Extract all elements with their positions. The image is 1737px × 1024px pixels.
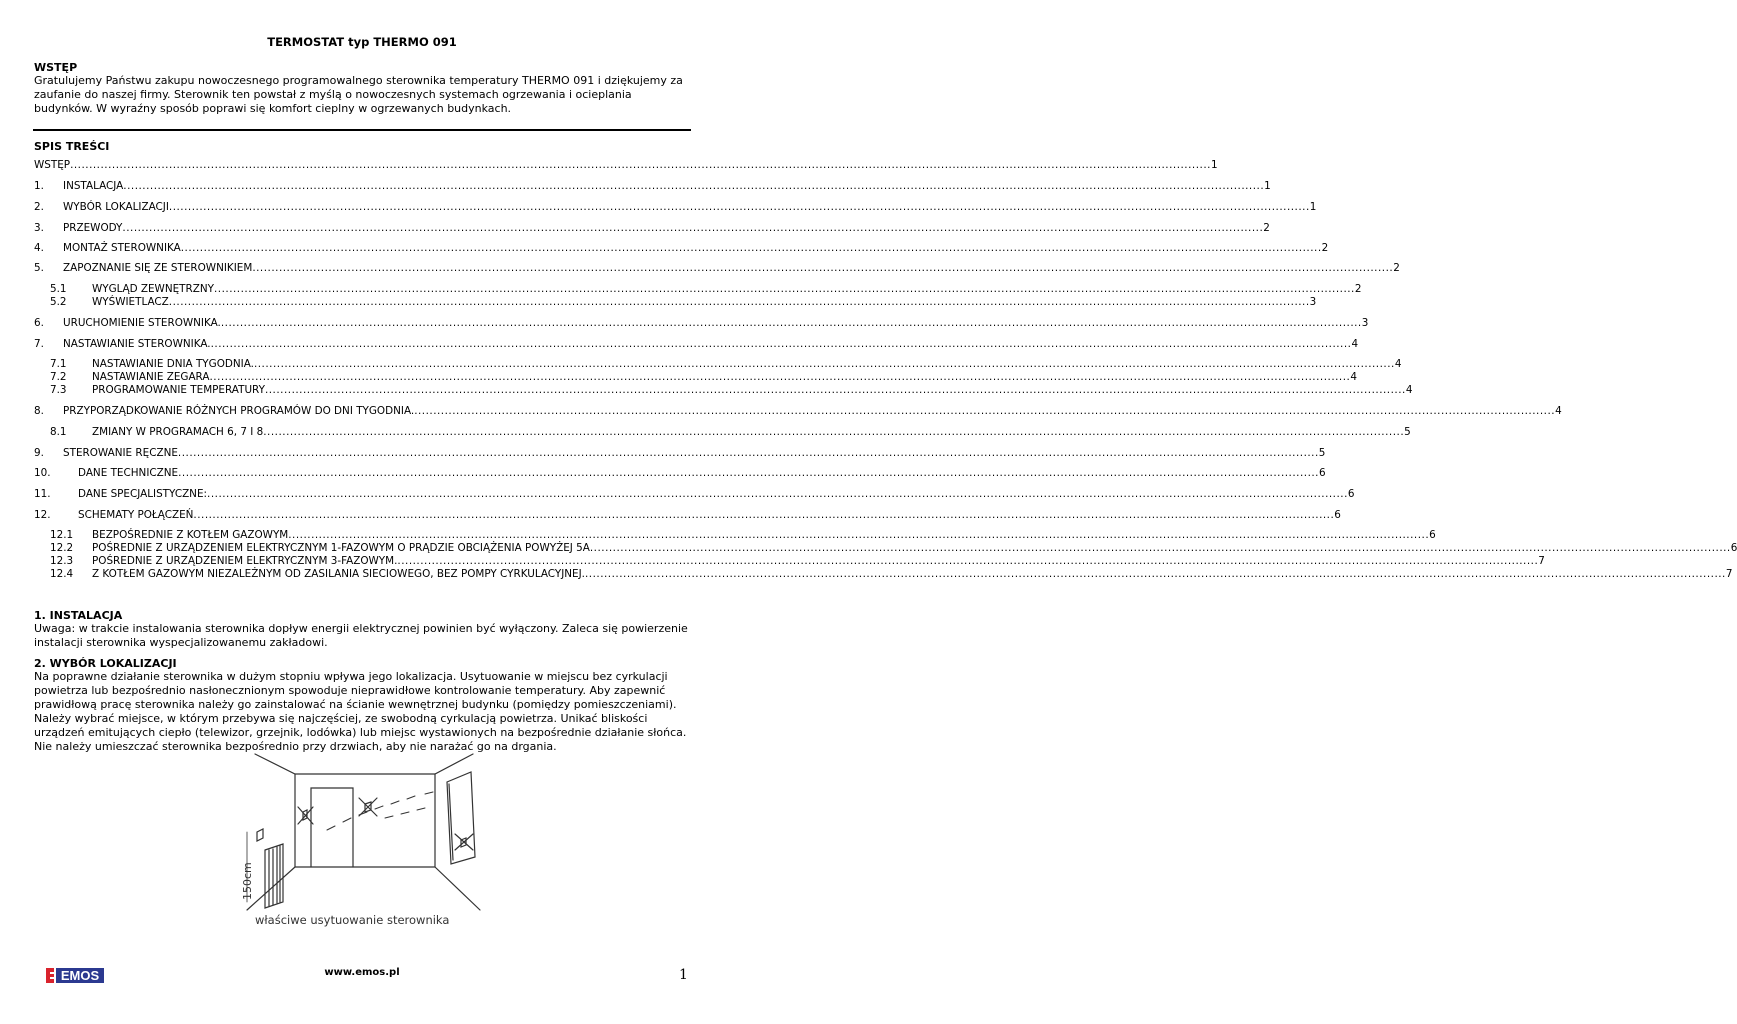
toc-heading: SPIS TREŚCI (34, 140, 110, 153)
toc-entry-page: 4 (1351, 338, 1359, 350)
toc-entry-title: WYGLĄD ZEWNĘTRZNY (92, 283, 214, 295)
toc-entry-title: ZMIANY W PROGRAMACH 6, 7 I 8 (92, 426, 264, 438)
toc-entry[interactable] (34, 509, 1341, 522)
toc-entry-number: 5.2 (50, 296, 67, 308)
toc-leader-dots: ............................................................................................................................................................................................................................................................................................................ (180, 242, 1322, 254)
toc-entry-page: 4 (1405, 384, 1413, 396)
toc-leader-dots: ............................................................................................................................................................................................................................................................................................................ (253, 358, 1395, 370)
toc-leader-dots: ............................................................................................................................................................................................................................................................................................................ (263, 426, 1405, 438)
toc-entry-page: 6 (1347, 488, 1355, 500)
toc-entry-page: 7 (1725, 568, 1733, 580)
document-title: TERMOSTAT typ THERMO 091 (267, 35, 457, 49)
toc-entry[interactable] (34, 568, 1733, 581)
toc-leader-dots: ............................................................................................................................................................................................................................................................................................................ (213, 283, 1355, 295)
toc-entry-page: 6 (1318, 467, 1326, 479)
toc-entry-number: 3. (34, 222, 44, 234)
section-2-line: Należy wybrać miejsce, w którym przebywa się najczęściej, ze swobodną cyrkulacją powietrza. Unikać bliskości (34, 712, 648, 725)
toc-entry-page: 6 (1730, 542, 1737, 554)
toc-entry-title: MONTAŻ STEROWNIKA (63, 242, 181, 254)
room-placement-sketch (235, 752, 495, 934)
toc-entry[interactable] (34, 447, 1326, 460)
toc-entry-title: WSTĘP (34, 159, 71, 171)
toc-entry-title: BEZPOŚREDNIE Z KOTŁEM GAZOWYM (92, 529, 289, 541)
toc-leader-dots: ............................................................................................................................................................................................................................................................................................................ (122, 222, 1264, 234)
toc-entry[interactable] (34, 405, 1562, 418)
toc-entry-number: 7.2 (50, 371, 67, 383)
toc-entry-title: ZAPOZNANIE SIĘ ZE STEROWNIKIEM (63, 262, 253, 274)
toc-entry-title: PROGRAMOWANIE TEMPERATURY (92, 384, 265, 396)
toc-entry[interactable] (34, 262, 1400, 275)
toc-entry-page: 2 (1354, 283, 1362, 295)
toc-leader-dots: ............................................................................................................................................................................................................................................................................................................ (288, 529, 1430, 541)
toc-leader-dots: ............................................................................................................................................................................................................................................................................................................ (414, 405, 1556, 417)
toc-entry-page: 5 (1318, 447, 1326, 459)
toc-leader-dots: ............................................................................................................................................................................................................................................................................................................ (168, 296, 1310, 308)
footer-url: www.emos.pl (324, 967, 400, 978)
toc-entry[interactable] (34, 242, 1329, 255)
toc-entry-title: PRZEWODY (63, 222, 123, 234)
section-2-line: Nie należy umieszczać sterownika bezpośrednio przy drzwiach, aby nie narażać go na drgania. (34, 740, 557, 753)
toc-entry-number: 8. (34, 405, 44, 417)
toc-entry-title: Z KOTŁEM GAZOWYM NIEZALEŻNYM OD ZASILANIA SIECIOWEGO, BEZ POMPY CYRKULACYJNEJ. (92, 568, 585, 580)
intro-line: zaufanie do naszej firmy. Sterownik ten powstał z myślą o nowoczesnych systemach ogrzewania i ocieplania (34, 88, 632, 101)
toc-entry-number: 6. (34, 317, 44, 329)
toc-entry[interactable] (34, 222, 1270, 235)
toc-entry-number: 10. (34, 467, 51, 479)
height-label: 150cm (241, 862, 254, 900)
toc-entry-page: 3 (1309, 296, 1317, 308)
section-2-heading: 2. WYBÓR LOKALIZACJI (34, 657, 177, 670)
toc-entry[interactable] (34, 371, 1357, 384)
toc-leader-dots: ............................................................................................................................................................................................................................................................................................................ (193, 509, 1335, 521)
figure-caption: właściwe usytuowanie sterownika (255, 913, 450, 927)
section-2-line: urządzeń emitujących ciepło (telewizor, grzejnik, lodówka) lub miejsc wystawionych na bezpośrednie działanie słońca. (34, 726, 687, 739)
toc-entry-number: 7.1 (50, 358, 67, 370)
toc-entry-page: 1 (1309, 201, 1317, 213)
toc-entry-title: NASTAWIANIE ZEGARA (92, 371, 210, 383)
toc-entry-title: SCHEMATY POŁĄCZEŃ (78, 509, 194, 521)
floor-edge-left (247, 867, 295, 910)
toc-entry[interactable] (34, 159, 1218, 172)
toc-entry-number: 2. (34, 201, 44, 213)
toc-leader-dots: ............................................................................................................................................................................................................................................................................................................ (177, 447, 1319, 459)
toc-entry[interactable] (34, 384, 1413, 397)
section-divider (33, 129, 691, 131)
toc-entry-number: 11. (34, 488, 51, 500)
toc-entry-page: 6 (1429, 529, 1436, 541)
toc-leader-dots: ............................................................................................................................................................................................................................................................................................................ (264, 384, 1406, 396)
toc-entry-title: WYŚWIETLACZ (92, 296, 169, 308)
section-1-paragraph (34, 622, 690, 650)
toc-entry-page: 3 (1361, 317, 1369, 329)
toc-entry-page: 2 (1321, 242, 1329, 254)
toc-entry[interactable] (34, 201, 1317, 214)
toc-entry-title: POŚREDNIE Z URZĄDZENIEM ELEKTRYCZNYM 1-FAZOWYM O PRĄDZIE OBCIĄŻENIA POWYŻEJ 5A (92, 542, 590, 554)
toc-entry-title: POŚREDNIE Z URZĄDZENIEM ELEKTRYCZNYM 3-FAZOWYM. (92, 555, 398, 567)
toc-leader-dots: ............................................................................................................................................................................................................................................................................................................ (210, 338, 1352, 350)
toc-entry[interactable] (34, 317, 1369, 330)
intro-heading: WSTĘP (34, 61, 78, 74)
toc-entry-page: 6 (1334, 509, 1341, 521)
toc-entry-title: URUCHOMIENIE STEROWNIKA. (63, 317, 221, 329)
toc-entry-number: 5. (34, 262, 44, 274)
section-2-line: powietrza lub bezpośrednio nasłonecznionym spowoduje nieprawidłowe kontrolowanie temperatury. Aby zapewnić (34, 684, 666, 697)
toc-entry[interactable] (34, 542, 1737, 555)
toc-entry-page: 4 (1350, 371, 1357, 383)
toc-entry[interactable] (34, 283, 1362, 296)
toc-leader-dots: ............................................................................................................................................................................................................................................................................................................ (220, 317, 1362, 329)
toc-entry[interactable] (34, 180, 1271, 193)
toc-leader-dots: ............................................................................................................................................................................................................................................................................................................ (70, 159, 1211, 171)
section-2-paragraph (34, 670, 690, 754)
toc-entry[interactable] (34, 426, 1411, 439)
toc-entry-page: 2 (1393, 262, 1400, 274)
toc-leader-dots: ............................................................................................................................................................................................................................................................................................................ (397, 555, 1539, 567)
brand-name: EMOS (60, 968, 100, 983)
toc-entry-page: 7 (1538, 555, 1545, 567)
toc-entry-page: 5 (1404, 426, 1411, 438)
section-1-heading: 1. INSTALACJA (34, 609, 123, 622)
toc-entry-number: 8.1 (50, 426, 67, 438)
toc-entry[interactable] (34, 338, 1359, 351)
toc-entry-page: 1 (1210, 159, 1218, 171)
page-number: 1 (679, 967, 688, 983)
section-1-line: instalacji sterownika wyspecjalizowanemu zakładowi. (34, 636, 328, 649)
toc-entry-title: INSTALACJA (63, 180, 124, 192)
toc-entry-page: 1 (1264, 180, 1271, 192)
toc-entry-title: STEROWANIE RĘCZNE (63, 447, 178, 459)
toc-entry-title: NASTAWIANIE DNIA TYGODNIA. (92, 358, 254, 370)
toc-entry-title: DANE TECHNICZNE (78, 467, 179, 479)
section-2-line: prawidłową pracę sterownika należy go zainstalować na ścianie wewnętrznej budynku (pomiędzy pomieszczeniami). (34, 698, 677, 711)
toc-entry-number: 12. (34, 509, 51, 521)
toc-entry[interactable] (34, 296, 1317, 309)
toc-leader-dots: ............................................................................................................................................................................................................................................................................................................ (123, 180, 1265, 192)
toc-leader-dots: ............................................................................................................................................................................................................................................................................................................ (178, 467, 1319, 479)
toc-entry[interactable] (34, 529, 1436, 542)
toc-entry[interactable] (34, 488, 1355, 501)
toc-entry-number: 12.3 (50, 555, 74, 567)
toc-entry-number: 7. (34, 338, 44, 350)
toc-entry-number: 12.2 (50, 542, 74, 554)
toc-leader-dots: ............................................................................................................................................................................................................................................................................................................ (252, 262, 1394, 274)
toc-entry-title: WYBÓR LOKALIZACJI (63, 201, 169, 213)
toc-entry-number: 9. (34, 447, 44, 459)
toc-entry-page: 2 (1263, 222, 1270, 234)
section-2-line: Na poprawne działanie sterownika w dużym stopniu wpływa jego lokalizacja. Usytuowanie w miejscu bez cyrkulacji (34, 670, 668, 683)
toc-entry-title: PRZYPORZĄDKOWANIE RÓŻNYCH PROGRAMÓW DO DNI TYGODNIA. (63, 405, 415, 417)
toc-entry-number: 12.1 (50, 529, 74, 541)
toc-entry-number: 1. (34, 180, 44, 192)
toc-leader-dots: ............................................................................................................................................................................................................................................................................................................ (589, 542, 1731, 554)
toc-entry-number: 12.4 (50, 568, 74, 580)
toc-leader-dots: ............................................................................................................................................................................................................................................................................................................ (168, 201, 1310, 213)
section-1-line: Uwaga: w trakcie instalowania sterownika dopływ energii elektrycznej powinien być wyłączony. Zaleca się powierzenie (34, 622, 688, 635)
toc-entry-title: NASTAWIANIE STEROWNIKA. (63, 338, 211, 350)
toc-entry-page: 4 (1394, 358, 1402, 370)
toc-entry[interactable] (34, 358, 1402, 371)
toc-leader-dots: ............................................................................................................................................................................................................................................................................................................ (584, 568, 1726, 580)
toc-entry-title: DANE SPECJALISTYCZNE: (78, 488, 208, 500)
toc-entry-number: 5.1 (50, 283, 67, 295)
floor-edge-right (435, 867, 480, 910)
toc-leader-dots: ............................................................................................................................................................................................................................................................................................................ (207, 488, 1348, 500)
thermostat-mark (257, 829, 263, 841)
toc-leader-dots: ............................................................................................................................................................................................................................................................................................................ (209, 371, 1351, 383)
intro-line: budynków. W wyraźny sposób poprawi się komfort cieplny w ogrzewanych budynkach. (34, 102, 512, 115)
toc-entry-number: 4. (34, 242, 44, 254)
toc-entry[interactable] (34, 467, 1326, 480)
intro-paragraph (34, 74, 690, 116)
toc-entry-number: 7.3 (50, 384, 67, 396)
intro-line: Gratulujemy Państwu zakupu nowoczesnego programowalnego sterownika temperatury THERMO 091 i dziękujemy za (34, 74, 683, 87)
ceiling-edge (255, 754, 473, 774)
toc-entry[interactable] (34, 555, 1545, 568)
toc-entry-page: 4 (1555, 405, 1562, 417)
